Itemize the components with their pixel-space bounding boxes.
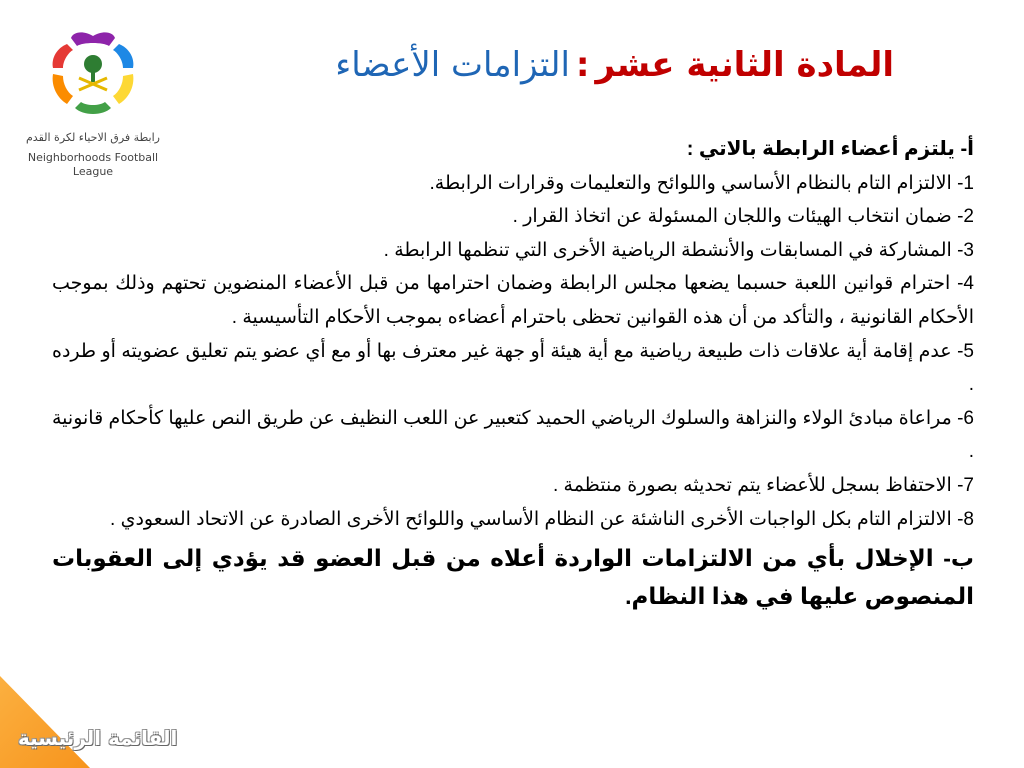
item-number: 2-	[957, 206, 974, 228]
item-number: 7-	[957, 474, 974, 496]
list-item	[52, 267, 974, 334]
item-number: 8-	[957, 508, 974, 530]
section-b-statement: ب- الإخلال بأي من الالتزامات الواردة أعلاه من قبل العضو قد يؤدي إلى العقوبات المنصوص عليها في هذا النظام.	[52, 545, 974, 610]
item-number: 3-	[957, 239, 974, 261]
list-item	[52, 167, 974, 201]
item-text: الالتزام التام بكل الواجبات الأخرى الناشئة عن النظام الأساسي واللوائح الأخرى الصادرة عن الاتحاد السعودي .	[110, 508, 958, 530]
item-text: المشاركة في المسابقات والأنشطة الرياضية الأخرى التي تنظمها الرابطة .	[383, 239, 958, 261]
item-text: عدم إقامة أية علاقات ذات طبيعة رياضية مع أية هيئة أو جهة غير معترف بها أو مع أي عضو يتم تعليق عضويته أو طرده .	[52, 340, 974, 396]
title-article: المادة الثانية عشر	[595, 45, 894, 85]
item-number: 5-	[957, 340, 974, 362]
title-subject: التزامات الأعضاء	[335, 45, 570, 85]
logo-arabic-text: رابطة فرق الاحياء لكرة القدم	[26, 131, 160, 144]
list-item	[52, 234, 974, 268]
item-number: 1-	[957, 172, 974, 194]
list-item	[52, 200, 974, 234]
logo-english-line1: Neighborhoods Football	[27, 151, 159, 164]
item-text: الاحتفاظ بسجل للأعضاء يتم تحديثه بصورة منتظمة .	[552, 474, 958, 496]
logo-english-line2: League	[72, 165, 114, 178]
list-item	[52, 469, 974, 503]
item-number: 4-	[957, 273, 974, 295]
article-body	[52, 133, 974, 615]
section-a-heading: أ- يلتزم أعضاء الرابطة بالاتي :	[686, 138, 974, 160]
logo-emblem-icon	[43, 28, 143, 128]
home-triangle-icon[interactable]	[0, 676, 90, 768]
list-item	[52, 503, 974, 537]
page-title	[194, 40, 894, 90]
list-item	[52, 402, 974, 469]
item-text: ضمان انتخاب الهيئات واللجان المسئولة عن اتخاذ القرار .	[512, 206, 958, 228]
title-separator: :	[575, 45, 590, 85]
item-text: مراعاة مبادئ الولاء والنزاهة والسلوك الرياضي الحميد كتعبير عن اللعب النظيف عن طريق النص عليها كأحكام قانونية .	[52, 407, 974, 463]
item-text: الالتزام التام بالنظام الأساسي واللوائح والتعليمات وقرارات الرابطة.	[429, 172, 958, 194]
home-menu-link[interactable]: القائمة الرئيسية	[18, 726, 178, 750]
item-number: 6-	[957, 407, 974, 429]
list-item	[52, 335, 974, 402]
item-text: احترام قوانين اللعبة حسبما يضعها مجلس الرابطة وضمان احترامها من قبل الأعضاء المنضوين تحتهم وذلك بموجب الأحكام القانونية ، والتأكد من أن هذه القوانين تحظى باحترام أعضاءه بموجب الأحكام التأسيسية .	[52, 273, 974, 328]
